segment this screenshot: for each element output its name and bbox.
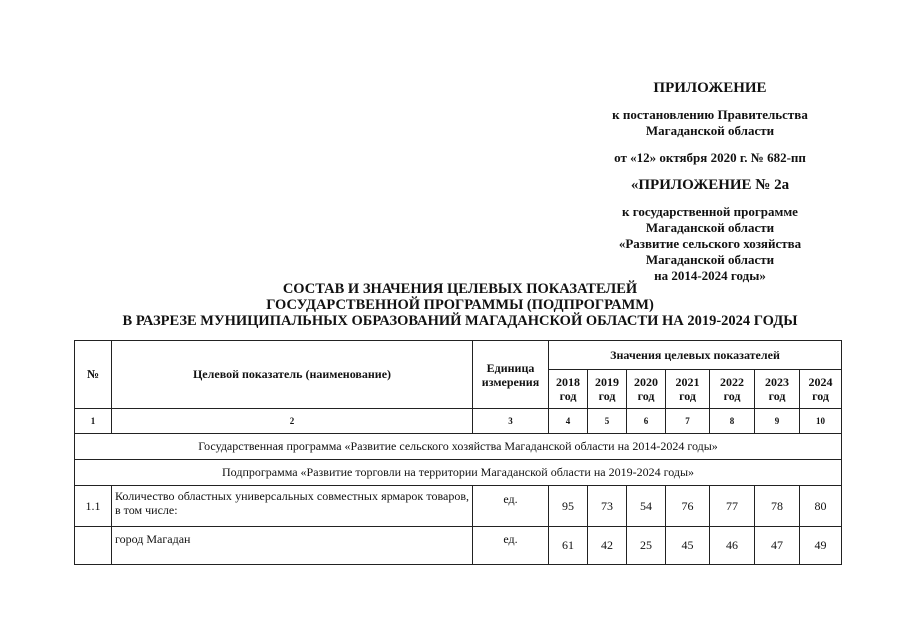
appendix-line: к постановлению Правительства <box>612 107 808 122</box>
title-line: СОСТАВ И ЗНАЧЕНИЯ ЦЕЛЕВЫХ ПОКАЗАТЕЛЕЙ <box>282 281 638 297</box>
program-row: Государственная программа «Развитие сельского хозяйства Магаданской области на 2014-2024 годы» <box>75 434 842 460</box>
row-value: 45 <box>666 527 710 565</box>
row-value: 73 <box>588 486 627 527</box>
header-unit: Единица измерения <box>473 341 549 409</box>
row-value: 80 <box>800 486 842 527</box>
year-header: 2019 год <box>588 370 627 409</box>
column-number: 3 <box>473 409 549 434</box>
row-value: 47 <box>755 527 800 565</box>
column-number: 5 <box>588 409 627 434</box>
title-line: ГОСУДАРСТВЕННОЙ ПРОГРАММЫ (ПОДПРОГРАММ) <box>266 297 654 313</box>
header-number: № <box>75 341 112 409</box>
column-number: 1 <box>75 409 112 434</box>
row-number: 1.1 <box>75 486 112 527</box>
row-value: 42 <box>588 527 627 565</box>
row-value: 77 <box>710 486 755 527</box>
column-number: 4 <box>549 409 588 434</box>
indicators-table <box>74 340 842 565</box>
row-unit: ед. <box>473 527 549 565</box>
program-line: к государственной программе <box>622 204 798 219</box>
year-header: 2021 год <box>666 370 710 409</box>
column-number: 9 <box>755 409 800 434</box>
year-header: 2020 год <box>627 370 666 409</box>
program-line: «Развитие сельского хозяйства <box>618 236 802 251</box>
header-values: Значения целевых показателей <box>549 341 842 370</box>
appendix-heading: ПРИЛОЖЕНИЕ <box>653 80 767 96</box>
row-indicator-name: Количество областных универсальных совместных ярмарок товаров, в том числе: <box>112 486 473 527</box>
year-header: 2018 год <box>549 370 588 409</box>
title-line: В РАЗРЕЗЕ МУНИЦИПАЛЬНЫХ ОБРАЗОВАНИЙ МАГАДАНСКОЙ ОБЛАСТИ НА 2019-2024 ГОДЫ <box>122 313 798 329</box>
row-value: 61 <box>549 527 588 565</box>
column-number: 10 <box>800 409 842 434</box>
row-value: 76 <box>666 486 710 527</box>
row-number <box>75 527 112 565</box>
appendix-block <box>560 80 860 284</box>
year-header: 2022 год <box>710 370 755 409</box>
program-line: на 2014-2024 годы» <box>654 268 766 283</box>
appendix-heading-2: «ПРИЛОЖЕНИЕ № 2а <box>630 177 790 193</box>
column-number: 6 <box>627 409 666 434</box>
column-number: 2 <box>112 409 473 434</box>
table-row <box>75 527 842 565</box>
row-unit: ед. <box>473 486 549 527</box>
appendix-line: Магаданской области <box>645 123 775 138</box>
row-value: 78 <box>755 486 800 527</box>
year-header: 2023 год <box>755 370 800 409</box>
appendix-date: от «12» октября 2020 г. № 682-пп <box>614 150 806 165</box>
document-title <box>60 281 860 329</box>
column-number: 7 <box>666 409 710 434</box>
row-value: 95 <box>549 486 588 527</box>
row-value: 49 <box>800 527 842 565</box>
row-value: 46 <box>710 527 755 565</box>
table-row <box>75 486 842 527</box>
program-line: Магаданской области <box>645 252 775 267</box>
row-value: 54 <box>627 486 666 527</box>
row-indicator-name: город Магадан <box>112 527 473 565</box>
row-value: 25 <box>627 527 666 565</box>
program-line: Магаданской области <box>645 220 775 235</box>
year-header: 2024 год <box>800 370 842 409</box>
subprogram-row: Подпрограмма «Развитие торговли на территории Магаданской области на 2019-2024 годы» <box>75 460 842 486</box>
header-indicator-name: Целевой показатель (наименование) <box>112 341 473 409</box>
column-number: 8 <box>710 409 755 434</box>
column-number-row <box>75 409 842 434</box>
